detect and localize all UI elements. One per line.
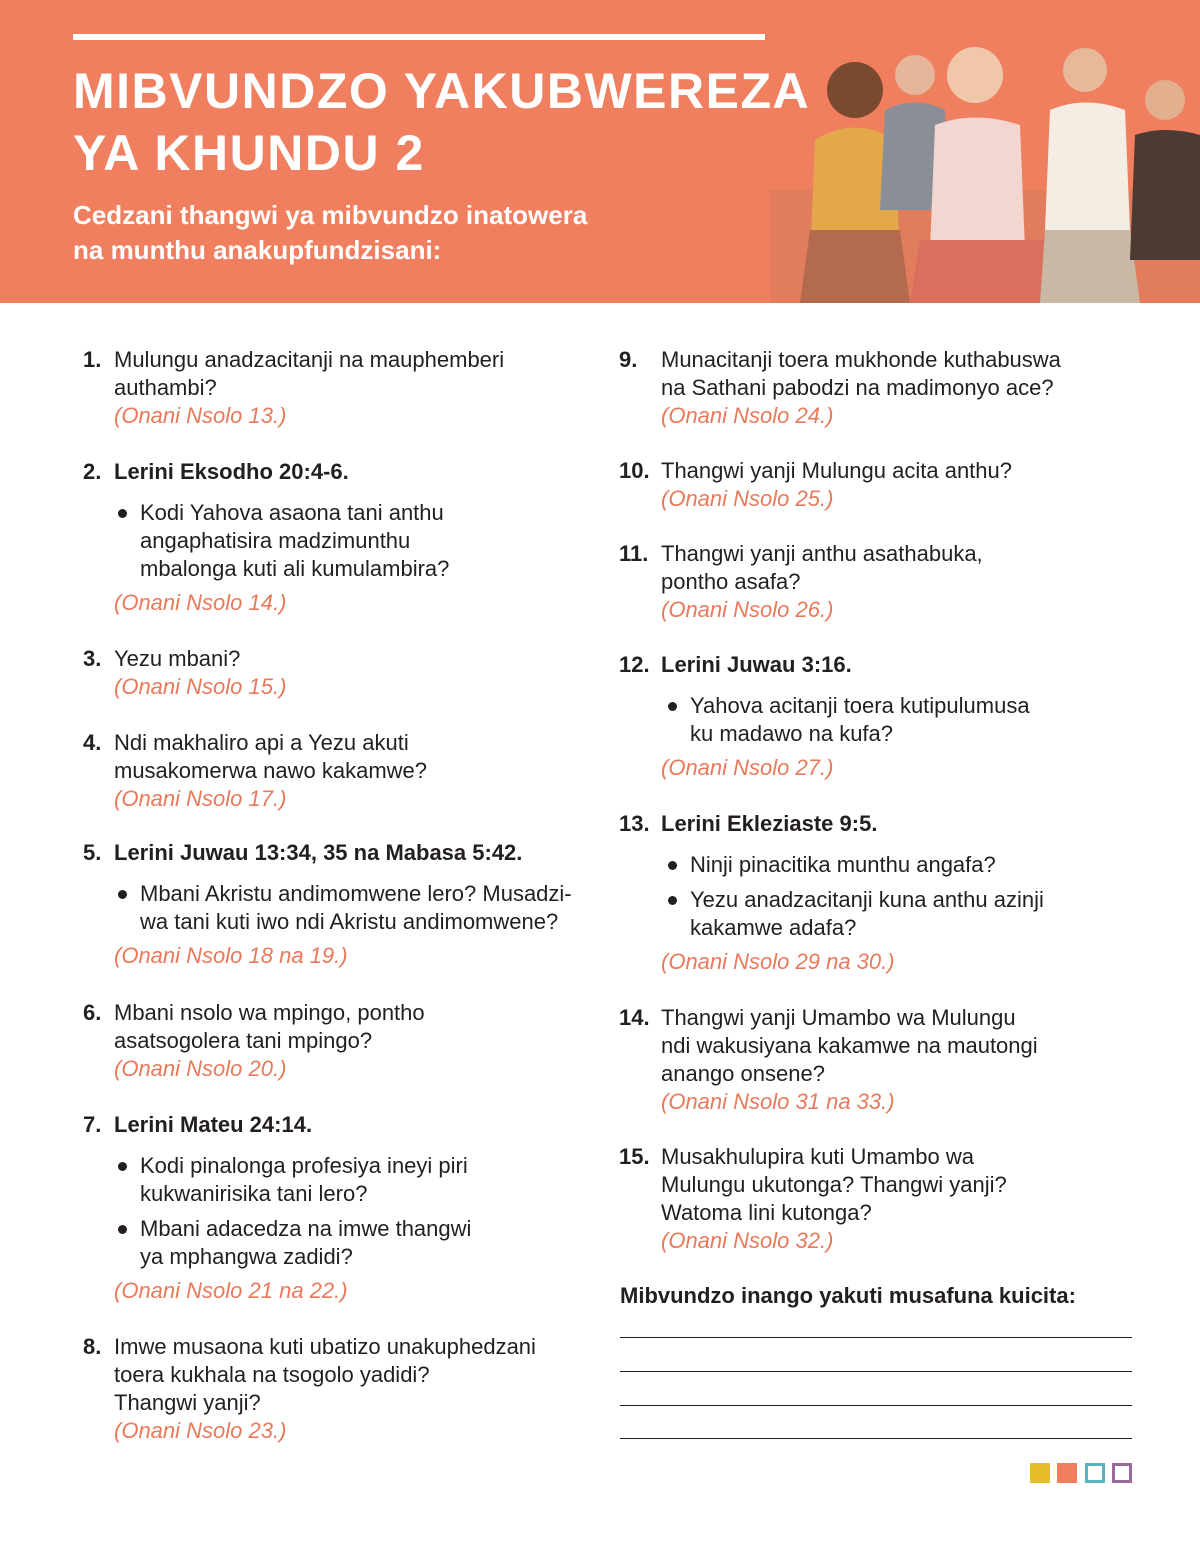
question-item bbox=[83, 729, 428, 813]
question-text: Imwe musaona kuti ubatizo unakuphedzani bbox=[114, 1334, 536, 1359]
bullet-item bbox=[667, 886, 1044, 942]
lesson-reference: (Onani Nsolo 15.) bbox=[114, 674, 287, 699]
bullet-item bbox=[667, 851, 1044, 879]
question-text: Musakhulupira kuti Umambo wa bbox=[661, 1144, 975, 1169]
question-text: Thangwi yanji? bbox=[114, 1390, 261, 1415]
question-item bbox=[83, 1333, 536, 1445]
question-number: 14. bbox=[619, 1005, 650, 1030]
page-title bbox=[73, 60, 810, 184]
question-number: 7. bbox=[83, 1112, 102, 1137]
question-item bbox=[619, 1004, 1038, 1116]
question-text: Lerini Juwau 3:16. bbox=[661, 652, 852, 677]
bullet-text: Ninji pinacitika munthu angafa? bbox=[690, 852, 996, 877]
lesson-reference: (Onani Nsolo 24.) bbox=[661, 403, 834, 428]
bullet-item bbox=[117, 1215, 471, 1271]
subtitle-line: na munthu anakupfundzisani: bbox=[73, 235, 442, 265]
subtitle bbox=[73, 198, 587, 268]
bullet-text: ya mphangwa zadidi? bbox=[140, 1244, 353, 1269]
header-banner bbox=[0, 0, 1200, 303]
bullet-item bbox=[117, 499, 449, 583]
question-text: Lerini Mateu 24:14. bbox=[114, 1112, 313, 1137]
bullet-item bbox=[117, 880, 572, 936]
question-number: 3. bbox=[83, 646, 102, 671]
bullet-text: Yahova acitanji toera kutipulumusa bbox=[690, 693, 1030, 718]
bullet-item bbox=[117, 1152, 471, 1208]
question-item bbox=[619, 810, 1044, 976]
question-item bbox=[619, 651, 1030, 782]
question-item bbox=[83, 999, 425, 1083]
question-number: 5. bbox=[83, 840, 102, 865]
bullet-text: mbalonga kuti ali kumulambira? bbox=[140, 556, 450, 581]
yellow-square-icon bbox=[1030, 1463, 1050, 1483]
question-text: Munacitanji toera mukhonde kuthabuswa bbox=[661, 347, 1061, 372]
bullet-text: angaphatisira madzimunthu bbox=[140, 528, 411, 553]
bullet-list bbox=[117, 499, 449, 583]
question-item bbox=[83, 839, 572, 970]
lesson-reference: (Onani Nsolo 23.) bbox=[114, 1418, 287, 1443]
bullet-list bbox=[667, 692, 1030, 748]
lesson-reference: (Onani Nsolo 26.) bbox=[661, 597, 834, 622]
lesson-reference: (Onani Nsolo 29 na 30.) bbox=[661, 949, 895, 974]
question-item bbox=[83, 458, 450, 617]
question-item bbox=[83, 645, 287, 701]
question-text: asatsogolera tani mpingo? bbox=[114, 1028, 373, 1053]
question-number: 8. bbox=[83, 1334, 102, 1359]
question-text: musakomerwa nawo kakamwe? bbox=[114, 758, 428, 783]
extra-questions-label: Mibvundzo inango yakuti musafuna kuicita: bbox=[620, 1283, 1076, 1308]
title-line: MIBVUNDZO YAKUBWEREZA bbox=[73, 63, 811, 119]
question-number: 11. bbox=[619, 541, 649, 566]
question-number: 10. bbox=[619, 458, 650, 483]
question-item bbox=[619, 457, 1013, 513]
lesson-reference: (Onani Nsolo 32.) bbox=[661, 1228, 834, 1253]
question-number: 12. bbox=[619, 652, 650, 677]
purple-outline-square-icon bbox=[1112, 1463, 1132, 1483]
question-item bbox=[619, 346, 1061, 430]
bullet-list bbox=[667, 851, 1044, 942]
bullet-text: wa tani kuti iwo ndi Akristu andimomwene? bbox=[140, 909, 559, 934]
lesson-reference: (Onani Nsolo 18 na 19.) bbox=[114, 943, 348, 968]
bullet-text: Kodi pinalonga profesiya ineyi piri bbox=[140, 1153, 468, 1178]
lesson-reference: (Onani Nsolo 20.) bbox=[114, 1056, 287, 1081]
audience-illustration bbox=[760, 30, 1200, 303]
question-text: Lerini Eksodho 20:4-6. bbox=[114, 459, 349, 484]
lesson-reference: (Onani Nsolo 21 na 22.) bbox=[114, 1278, 348, 1303]
question-text: authambi? bbox=[114, 375, 217, 400]
orange-square-icon bbox=[1057, 1463, 1077, 1483]
question-text: pontho asafa? bbox=[661, 569, 801, 594]
question-number: 15. bbox=[619, 1144, 650, 1169]
question-text: Thangwi yanji anthu asathabuka, bbox=[661, 541, 983, 566]
lesson-reference: (Onani Nsolo 17.) bbox=[114, 786, 287, 811]
question-item bbox=[83, 1111, 472, 1305]
question-text: toera kukhala na tsogolo yadidi? bbox=[114, 1362, 430, 1387]
lesson-reference: (Onani Nsolo 31 na 33.) bbox=[661, 1089, 895, 1114]
question-number: 13. bbox=[619, 811, 650, 836]
bullet-list bbox=[117, 880, 572, 936]
writing-line[interactable] bbox=[620, 1438, 1132, 1439]
bullet-text: Yezu anadzacitanji kuna anthu azinji bbox=[690, 887, 1044, 912]
header-rule bbox=[73, 34, 765, 40]
bullet-item bbox=[667, 692, 1030, 748]
question-text: Watoma lini kutonga? bbox=[661, 1200, 872, 1225]
teal-outline-square-icon bbox=[1085, 1463, 1105, 1483]
writing-line[interactable] bbox=[620, 1405, 1132, 1406]
question-text: Mbani nsolo wa mpingo, pontho bbox=[114, 1000, 425, 1025]
question-number: 9. bbox=[619, 347, 638, 372]
question-text: Mulungu anadzacitanji na mauphemberi bbox=[114, 347, 505, 372]
bullet-text: Mbani adacedza na imwe thangwi bbox=[140, 1216, 472, 1241]
writing-line[interactable] bbox=[620, 1337, 1132, 1338]
question-item bbox=[619, 540, 983, 624]
question-text: Yezu mbani? bbox=[114, 646, 241, 671]
writing-line[interactable] bbox=[620, 1371, 1132, 1372]
question-text: ndi wakusiyana kakamwe na mautongi bbox=[661, 1033, 1038, 1058]
question-text: anango onsene? bbox=[661, 1061, 825, 1086]
lesson-reference: (Onani Nsolo 27.) bbox=[661, 755, 834, 780]
question-item bbox=[619, 1143, 1007, 1255]
question-text: Lerini Juwau 13:34, 35 na Mabasa 5:42. bbox=[114, 840, 523, 865]
question-text: Lerini Ekleziaste 9:5. bbox=[661, 811, 878, 836]
question-number: 4. bbox=[83, 730, 102, 755]
question-text: Mulungu ukutonga? Thangwi yanji? bbox=[661, 1172, 1007, 1197]
lesson-reference: (Onani Nsolo 25.) bbox=[661, 486, 834, 511]
question-number: 1. bbox=[83, 347, 102, 372]
question-number: 6. bbox=[83, 1000, 102, 1025]
question-text: Thangwi yanji Umambo wa Mulungu bbox=[661, 1005, 1016, 1030]
bullet-text: Mbani Akristu andimomwene lero? Musadzi- bbox=[140, 881, 572, 906]
bullet-text: Kodi Yahova asaona tani anthu bbox=[140, 500, 444, 525]
title-line: YA KHUNDU 2 bbox=[73, 125, 425, 181]
question-item bbox=[83, 346, 505, 430]
bullet-text: kukwanirisika tani lero? bbox=[140, 1181, 368, 1206]
lesson-reference: (Onani Nsolo 13.) bbox=[114, 403, 287, 428]
lesson-reference: (Onani Nsolo 14.) bbox=[114, 590, 287, 615]
question-text: Thangwi yanji Mulungu acita anthu? bbox=[661, 458, 1013, 483]
bullet-list bbox=[117, 1152, 471, 1271]
subtitle-line: Cedzani thangwi ya mibvundzo inatowera bbox=[73, 200, 588, 230]
question-text: na Sathani pabodzi na madimonyo ace? bbox=[661, 375, 1054, 400]
bullet-text: kakamwe adafa? bbox=[690, 915, 857, 940]
question-number: 2. bbox=[83, 459, 102, 484]
question-text: Ndi makhaliro api a Yezu akuti bbox=[114, 730, 409, 755]
bullet-text: ku madawo na kufa? bbox=[690, 721, 894, 746]
